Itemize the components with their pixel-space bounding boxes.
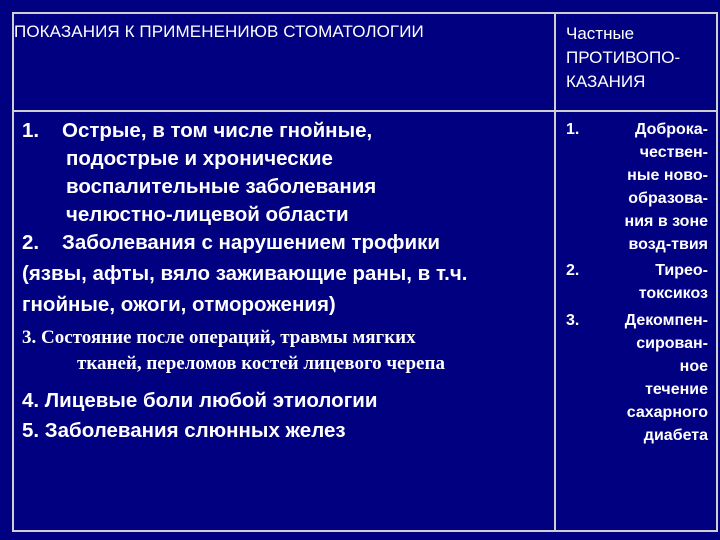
list-item-cont: подострые и хронические	[66, 147, 333, 170]
list-item-cont: тканей, переломов костей лицевого черепа	[77, 353, 445, 374]
header-divider	[12, 110, 718, 112]
indications-list	[22, 117, 562, 445]
list-item: 2. Заболевания с нарушением трофики	[22, 231, 440, 254]
list-item-cont: (язвы, афты, вяло заживающие раны, в т.ч.	[22, 262, 468, 285]
contra-item: 2. Тирео- токсикоз	[566, 262, 708, 302]
contra-item: 3. Декомпен- сирован- ное течение сахарного диабета	[566, 312, 708, 444]
list-item-cont: воспалительные заболевания	[66, 175, 377, 198]
list-item: 5. Заболевания слюнных желез	[22, 419, 346, 442]
list-item	[22, 325, 562, 377]
list-item: 1. Острые, в том числе гнойные,	[22, 119, 373, 142]
list-item-cont: челюстно-лицевой области	[66, 203, 349, 226]
contra-header-line: КАЗАНИЯ	[566, 72, 646, 91]
contraindications-list	[566, 118, 716, 447]
contraindications-header	[566, 22, 716, 94]
list-item: 4. Лицевые боли любой этиологии	[22, 389, 378, 412]
table-border-right	[716, 12, 718, 532]
table-border-bottom	[12, 530, 718, 532]
contra-header-line: Частные	[566, 24, 635, 43]
list-item-cont: гнойные, ожоги, отморожения)	[22, 293, 336, 316]
table-border-top	[12, 12, 718, 14]
contra-item: 1. Доброка- чествен- ные ново- образова- ния в зоне возд-твия	[566, 121, 708, 253]
table-border-left	[12, 12, 14, 532]
contra-header-line: ПРОТИВОПО-	[566, 48, 681, 67]
indications-header: ПОКАЗАНИЯ К ПРИМЕНЕНИЮВ СТОМАТОЛОГИИ	[14, 22, 424, 41]
list-item-text: 3. Состояние после операций, травмы мягких	[22, 327, 416, 348]
